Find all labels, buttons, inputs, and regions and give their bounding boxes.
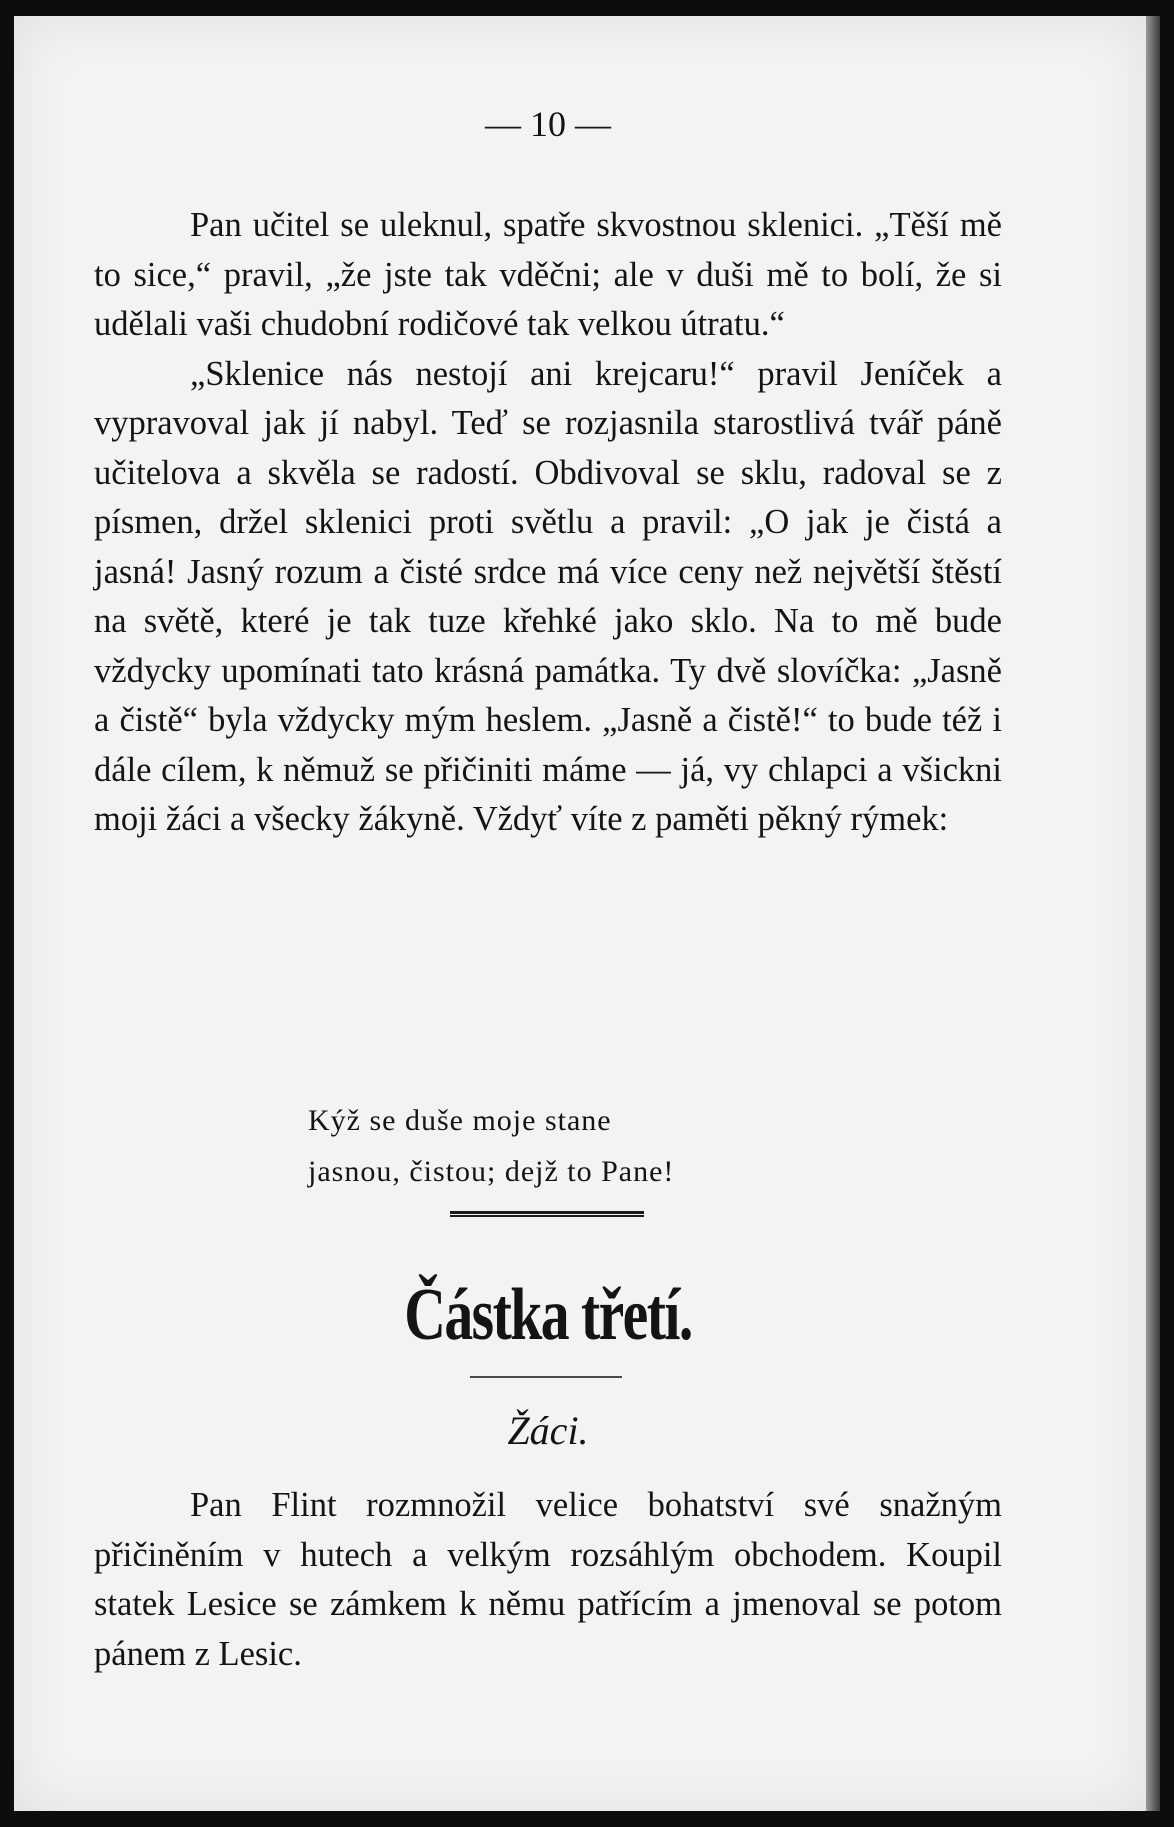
- chapter-subheading: Žáci.: [507, 1408, 589, 1453]
- verse-line: jasnou, čistou; dejž to Pane!: [308, 1155, 675, 1188]
- paragraph: Pan Flint rozmnožil velice bohatství své snažným přičiněním v hutech a velkým rozsáhlým obchodem. Koupil statek Lesice se zámkem k němu patřícím a jmenoval se potom pánem z Lesic.: [94, 1486, 1002, 1673]
- page-number: — 10 —: [485, 104, 611, 144]
- thin-rule-divider: [470, 1376, 622, 1378]
- second-passage: [94, 1481, 1002, 1679]
- paragraph: „Sklenice nás nestojí ani krejcaru!“ pravil Jeníček a vypravoval jak jí nabyl. Teď se rozjasnila starostlivá tvář páně učitelova a skvěla se radostí. Obdivoval se sklu, radoval se z písmen, držel sklenici proti světlu a pravil: „O jak je čistá a jasná! Jasný rozum a čisté srdce má více ceny než největší štěstí na světě, které je tak tuze křehké jako sklo. Na to mě bude vždycky upomínati tato krásná památka. Ty dvě slovíčka: „Jasně a čistě“ byla vždycky mým heslem. „Jasně a čistě!“ to bude též i dále cílem, k němuž se přičiniti máme — já, vy chlapci a všickni moji žáci a všecky žákyně. Vždyť víte z paměti pěkný rýmek:: [94, 354, 1002, 838]
- double-rule-divider: [450, 1211, 644, 1217]
- page-edge-shadow: [1146, 16, 1160, 1811]
- first-passage: [94, 201, 1002, 845]
- paragraph: Pan učitel se uleknul, spatře skvostnou sklenici. „Těší mě to sice,“ pravil, „že jste tak vděčni; ale v duši mě to bolí, že si udělali vaši chudobní rodičové tak velkou útratu.“: [94, 206, 1002, 343]
- section-title: Částka třetí.: [404, 1274, 692, 1356]
- verse: [308, 1095, 674, 1197]
- verse-line: Kýž se duše moje stane: [308, 1104, 612, 1137]
- book-page: [14, 16, 1146, 1811]
